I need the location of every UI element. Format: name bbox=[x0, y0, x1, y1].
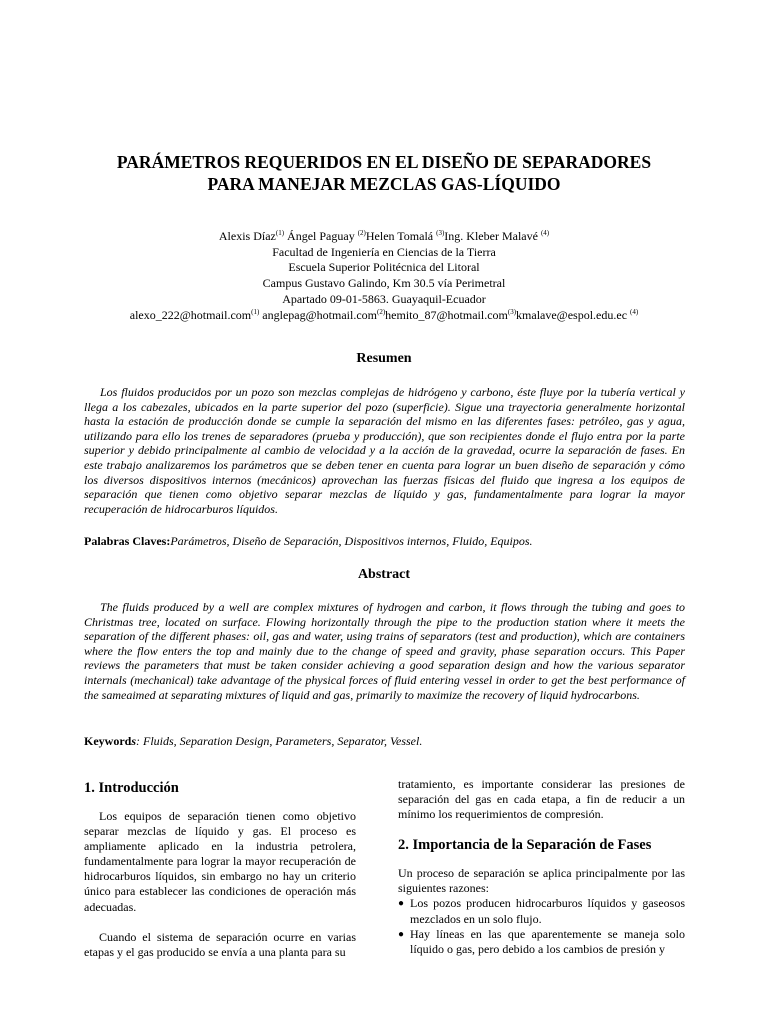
author-campus: Campus Gustavo Galindo, Km 30.5 vía Perimetral bbox=[262, 276, 506, 291]
author-address: Apartado 09-01-5863. Guayaquil-Ecuador bbox=[282, 291, 486, 306]
author-name: Ángel Paguay bbox=[284, 229, 358, 243]
abstract-heading: Abstract bbox=[357, 567, 411, 582]
list-item-text: Los pozos producen hidrocarburos líquidos y gaseosos mezclados en un solo flujo. bbox=[410, 896, 685, 926]
email-sup: (2) bbox=[376, 307, 386, 316]
author-block bbox=[0, 229, 768, 323]
author-names bbox=[0, 229, 768, 245]
resumen-keywords-list: Parámetros, Diseño de Separación, Dispositivos internos, Fluido, Equipos. bbox=[170, 534, 533, 548]
title-line-1: PARÁMETROS REQUERIDOS EN EL DISEÑO DE SEPARADORES bbox=[116, 152, 652, 172]
abstract-keywords-list: : Fluids, Separation Design, Parameters, Separator, Vessel. bbox=[136, 734, 423, 748]
bullet-icon: ● bbox=[398, 928, 405, 940]
list-item bbox=[398, 927, 685, 957]
left-column bbox=[84, 779, 356, 960]
right-column bbox=[398, 777, 685, 957]
resumen-keywords-label: Palabras Claves: bbox=[84, 534, 171, 548]
author-institution: Escuela Superior Politécnica del Litoral bbox=[288, 260, 480, 275]
section-2-heading: 2. Importancia de la Separación de Fases bbox=[398, 837, 652, 854]
title-line-2: PARA MANEJAR MEZCLAS GAS-LÍQUIDO bbox=[207, 174, 561, 194]
author-sup: (3) bbox=[436, 229, 445, 237]
author-affiliation: Facultad de Ingeniería en Ciencias de la Tierra bbox=[272, 244, 496, 259]
resumen-heading: Resumen bbox=[356, 351, 412, 366]
abstract-keywords bbox=[84, 734, 685, 749]
author-name: Helen Tomalá bbox=[365, 229, 437, 243]
author-email: alexo_222@hotmail.com bbox=[129, 307, 252, 322]
resumen-body: Los fluidos producidos por un pozo son mezclas complejas de hidrógeno y carbono, éste fluye por la tubería vertical y llega a los cabezales, ubicados en la parte superior del pozo (superficie). Sigue una trayectoria generalmente horizontal hasta la estación de producción donde se cumple la separación del mismo en las diferentes fases: petróleo, gas y agua, utilizando para ello los trenes de separadores (prueba y producción), que son recipientes donde el flujo entra por la parte superior y debido principalmente al cambio de velocidad y a la acción de la gravedad, ocurre la separación de fases. En este trabajo analizaremos los parámetros que se deben tener en cuenta para lograr un buen diseño de separación y cómo los diversos dispositivos internos (mecánicos) aprovechan las fuerzas físicas del fluido que ingresa a los equipos de separación que tienen como objetivo separar mezclas de líquido y gas, fundamentalmente para lograr la mayor recuperación de hidrocarburos líquidos. bbox=[84, 385, 685, 516]
list-item-text: Hay líneas en las que aparentemente se maneja solo líquido o gas, pero debido a los cambios de presión y bbox=[410, 926, 685, 956]
resumen-keywords bbox=[84, 534, 685, 549]
author-sup: (4) bbox=[540, 229, 550, 237]
section-1-paragraph-2: Cuando el sistema de separación ocurre en varias etapas y el gas producido se envía a una planta para su bbox=[84, 929, 356, 959]
author-email: anglepag@hotmail.com bbox=[259, 307, 377, 322]
abstract-keywords-label: Keyword bbox=[84, 734, 132, 748]
abstract-keywords-label-s: s bbox=[131, 734, 136, 748]
author-name: Alexis Díaz bbox=[218, 229, 276, 243]
list-item bbox=[398, 896, 685, 926]
author-emails bbox=[0, 308, 768, 324]
section-2-intro: Un proceso de separación se aplica principalmente por las siguientes razones: bbox=[398, 866, 685, 896]
paper-title bbox=[0, 151, 768, 195]
bullet-icon: ● bbox=[398, 898, 405, 910]
author-name: Ing. Kleber Malavé bbox=[444, 229, 541, 243]
section-1-heading: 1. Introducción bbox=[84, 780, 179, 796]
email-sup: (4) bbox=[630, 307, 639, 316]
author-email: kmalave@espol.edu.ec bbox=[516, 307, 631, 322]
email-sup: (3) bbox=[507, 307, 517, 316]
section-1-paragraph-1: Los equipos de separación tienen como objetivo separar mezclas de líquido y gas. El proceso es ampliamente aplicado en la industria petrolera, fundamentalmente para lograr la mayor recuperación de hidrocarburos líquidos, sin embargo no hay un criterio único para establecer las condiciones de operación más adecuadas. bbox=[84, 809, 356, 914]
author-email: hemito_87@hotmail.com bbox=[385, 307, 508, 322]
abstract-body: The fluids produced by a well are complex mixtures of hydrogen and carbon, it flows through the tubing and goes to Christmas tree, located on surface. Flowing horizontally through the pipe to the production station where it meets the separation of the different phases: oil, gas and water, using trains of separators (test and production), which are containers where the flow enters the top and mainly due to the change of speed and gravity, phase separation occurs. This Paper reviews the parameters that must be taken consider achieving a good separation design and how the various separator internals (mechanical) take advantage of the physical forces of fluid entering vessel in order to get the best performance of the sameaimed at separating mixtures of liquid and gas, primarily to maximize the recovery of liquid hydrocarbons. bbox=[84, 600, 685, 702]
author-sup: (2) bbox=[357, 229, 366, 237]
author-sup: (1) bbox=[275, 229, 285, 237]
section-2-bullet-list bbox=[398, 896, 685, 956]
email-sup: (1) bbox=[251, 307, 260, 316]
section-1-continuation: tratamiento, es importante considerar las presiones de separación del gas en cada etapa, a fin de reducir a un mínimo los requerimientos de compresión. bbox=[398, 777, 685, 822]
